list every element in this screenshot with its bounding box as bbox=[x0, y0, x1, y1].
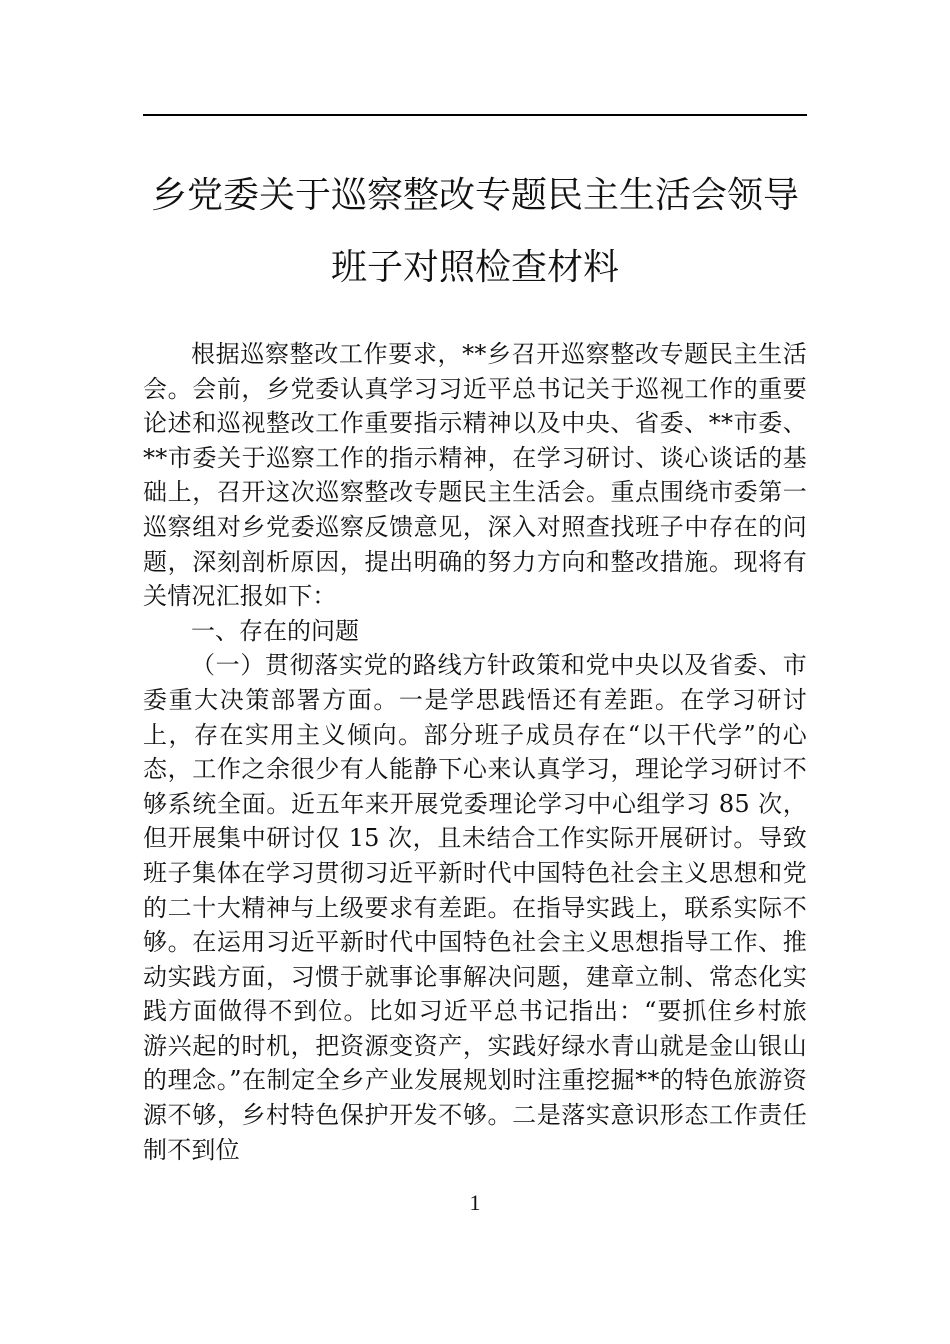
page-number: 1 bbox=[469, 1190, 481, 1215]
section-paragraph: （一）贯彻落实党的路线方针政策和党中央以及省委、市委重大决策部署方面。一是学思践悟还有差距。在学习研讨上，存在实用主义倾向。部分班子成员存在“以干代学”的心态，工作之余很少有人能静下心来认真学习，理论学习研讨不够系统全面。近五年来开展党委理论学习中心组学习 85 次，但开展集中研讨仅 15 次，且未结合工作实际开展研讨。导致班子集体在学习贯彻习近平新时代中国特色社会主义思想和党的二十大精神与上级要求有差距。在指导实践上，联系实际不够。在运用习近平新时代中国特色社会主义思想指导工作、推动实践方面，习惯于就事论事解决问题，建章立制、常态化实践方面做得不到位。比如习近平总书记指出：“要抓住乡村旅游兴起的时机，把资源变资产，实践好绿水青山就是金山银山的理念。”在制定全乡产业发展规划时注重挖掘**的特色旅游资源不够，乡村特色保护开发不够。二是落实意识形态工作责任制不到位 bbox=[143, 651, 807, 1164]
document-body bbox=[143, 337, 807, 1167]
intro-paragraph: 根据巡察整改工作要求，**乡召开巡察整改专题民主生活会。会前，乡党委认真学习习近平总书记关于巡视工作的重要论述和巡视整改工作重要指示精神以及中央、省委、**市委、**市委关于巡察工作的指示精神，在学习研讨、谈心谈话的基础上，召开这次巡察整改专题民主生活会。重点围绕市委第一巡察组对乡党委巡察反馈意见，深入对照查找班子中存在的问题，深刻剖析原因，提出明确的努力方向和整改措施。现将有关情况汇报如下： bbox=[143, 340, 807, 611]
document-title-line-1: 乡党委关于巡察整改专题民主生活会领导 bbox=[150, 175, 799, 216]
section-heading: 一、存在的问题 bbox=[191, 616, 359, 645]
document-title-line-2: 班子对照检查材料 bbox=[330, 247, 619, 288]
header-rule bbox=[143, 114, 807, 116]
